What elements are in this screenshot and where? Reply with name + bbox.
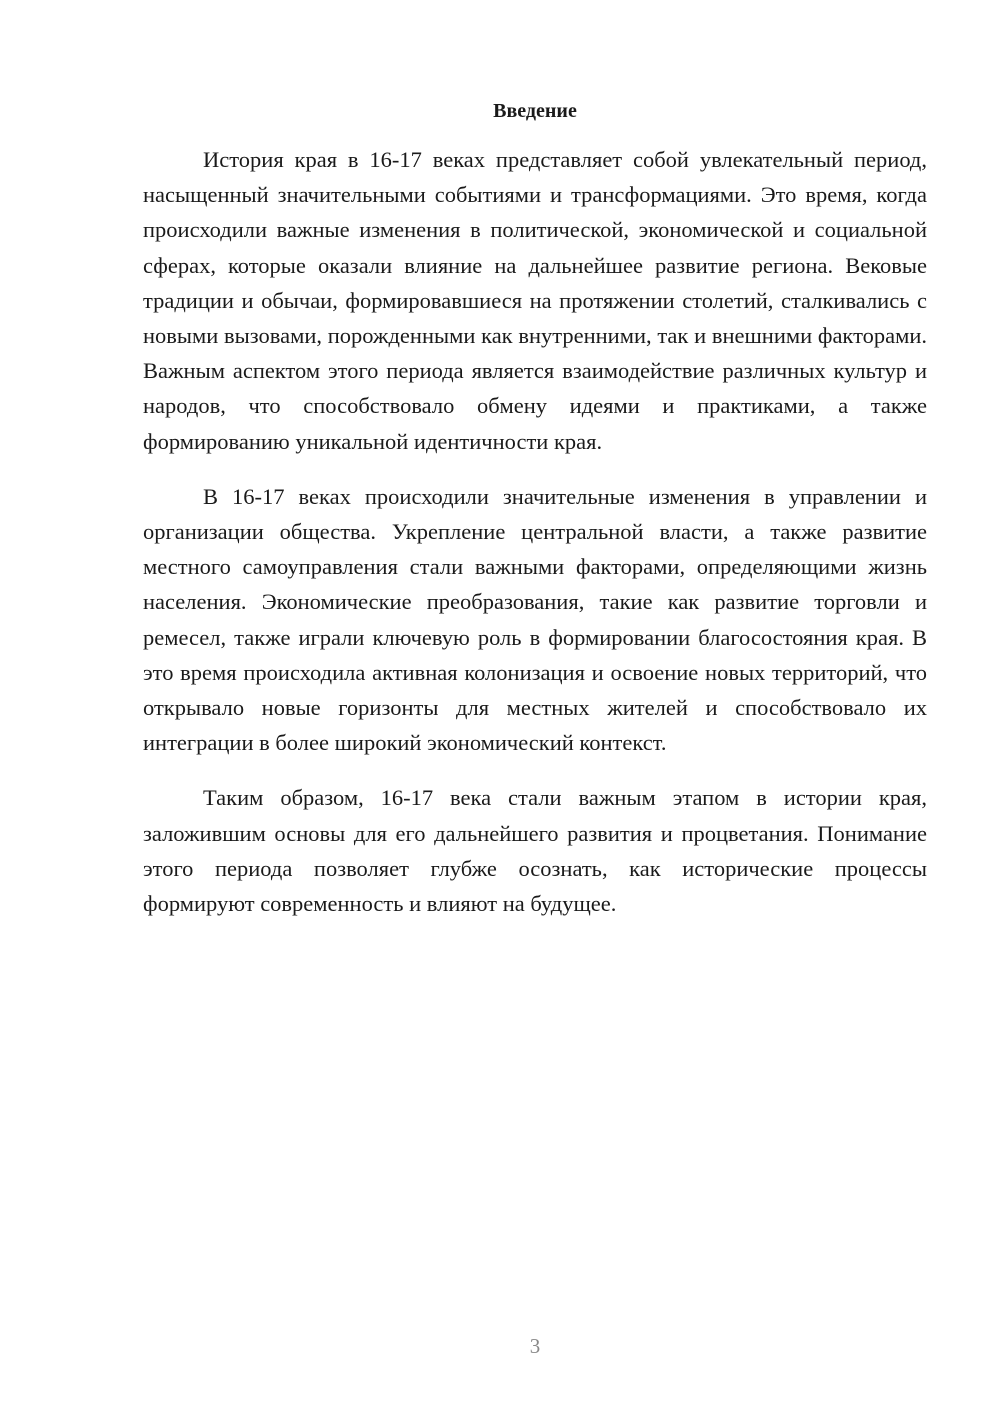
paragraph-intro: История края в 16-17 веках представляет собой увлекательный период, насыщенный значительными событиями и трансформациями. Это время, когда происходили важные изменения в политической, экономической и социальной сферах, которые оказали влияние на дальнейшее развитие региона. Вековые традиции и обычаи, формировавшиеся на протяжении столетий, сталкивались с новыми вызовами, порожденными как внутренними, так и внешними факторами. Важным аспектом этого периода является взаимодействие различных культур и народов, что способствовало обмену идеями и практиками, а также формированию уникальной идентичности края. <box>143 147 927 454</box>
section-heading: Введение <box>493 100 577 122</box>
paragraph-conclusion: Таким образом, 16-17 века стали важным этапом в истории края, заложившим основы для его дальнейшего развития и процветания. Понимание этого периода позволяет глубже осознать, как исторические процессы формируют современность и влияют на будущее. <box>143 785 927 917</box>
page-number: 3 <box>529 1334 541 1358</box>
paragraph-governance: В 16-17 веках происходили значительные изменения в управлении и организации общества. Укрепление центральной власти, а также развитие местного самоуправления стали важными факторами, определяющими жизнь населения. Экономические преобразования, такие как развитие торговли и ремесел, также играли ключевую роль в формировании благосостояния края. В это время происходила активная колонизация и освоение новых территорий, что открывало новые горизонты для местных жителей и способствовало их интеграции в более широкий экономический контекст. <box>143 483 927 756</box>
body-text <box>143 142 927 941</box>
